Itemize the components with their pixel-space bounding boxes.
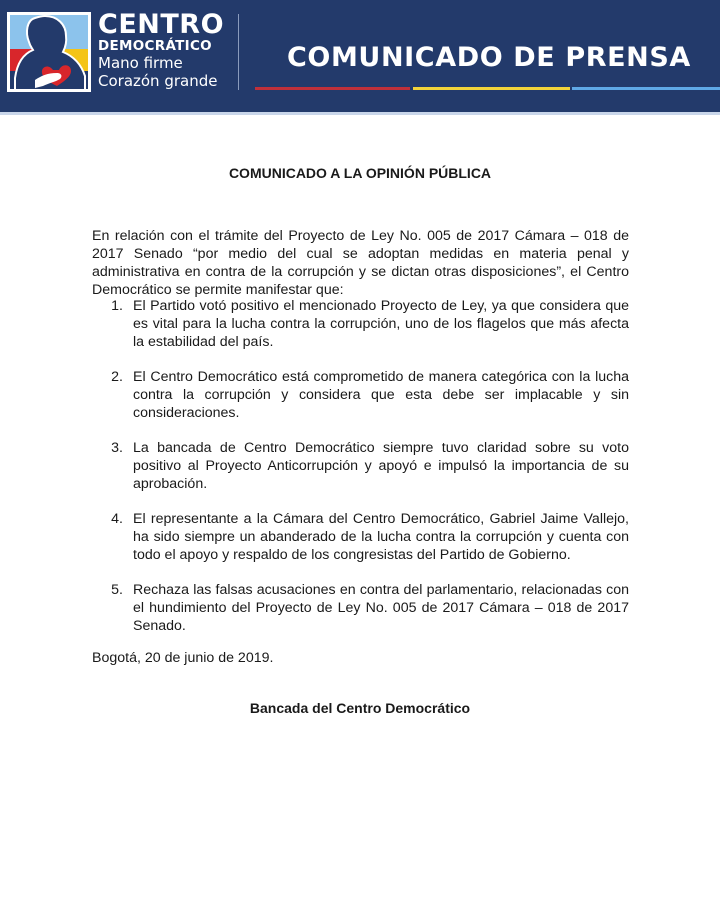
slogan-line-2: Corazón grande: [98, 72, 218, 90]
brand-block: [98, 9, 225, 90]
list-item-text: Rechaza las falsas acusaciones en contra del parlamentario, relacionadas con el hundimiento del Proyecto de Ley No. 005 de 2017 Cámara – 018 de 2017 Senado.: [133, 582, 629, 634]
list-item-text: El Centro Democrático está comprometido de manera categórica con la lucha contra la corrupción y considera que esta debe ser implacable y sin consideraciones.: [133, 369, 629, 421]
brand-name: CENTRO: [98, 9, 225, 40]
header-divider: [238, 14, 239, 90]
document-title: COMUNICADO A LA OPINIÓN PÚBLICA: [228, 165, 492, 181]
list-item-number: 2.: [111, 369, 123, 385]
list-item-text: El Partido votó positivo el mencionado Proyecto de Ley, ya que considera que es vital para la lucha contra la corrupción, uno de los flagelos que más afecta la estabilidad del país.: [133, 298, 629, 350]
list-item: [92, 510, 629, 564]
list-item-number: 4.: [111, 511, 123, 527]
stripe-yellow: [413, 87, 570, 90]
slogan-line-1: Mano firme: [98, 54, 183, 72]
intro-paragraph: En relación con el trámite del Proyecto de Ley No. 005 de 2017 Cámara – 018 de 2017 Senado “por medio del cual se adoptan medidas en materia penal y administrativa en contra de la corrupción y se dictan otras disposiciones”, el Centro Democrático se permite manifestar que:: [92, 228, 629, 299]
stripe-blue: [572, 87, 720, 90]
brand-subtitle: DEMOCRÁTICO: [98, 38, 212, 54]
press-release-title: COMUNICADO DE PRENSA: [287, 42, 691, 73]
stripe-red: [255, 87, 410, 90]
party-logo-icon: [5, 10, 93, 94]
signature: Bancada del Centro Democrático: [249, 700, 471, 716]
list-item-number: 5.: [111, 582, 123, 598]
list-item-text: El representante a la Cámara del Centro Democrático, Gabriel Jaime Vallejo, ha sido siempre un abanderado de la lucha contra la corrupción y cuenta con todo el apoyo y respaldo de los congresistas del Partido de Gobierno.: [133, 511, 629, 563]
list-item: [92, 297, 629, 351]
list-item-number: 3.: [111, 440, 123, 456]
list-item: [92, 439, 629, 493]
list-item-number: 1.: [111, 298, 123, 314]
statement-list: [92, 297, 629, 652]
press-header: [0, 0, 720, 112]
list-item-text: La bancada de Centro Democrático siempre tuvo claridad sobre su voto positivo al Proyecto Anticorrupción y apoyó e impulsó la importancia de su aprobación.: [133, 440, 629, 492]
list-item: [92, 368, 629, 422]
list-item: [92, 581, 629, 635]
date-line: Bogotá, 20 de junio de 2019.: [92, 650, 274, 666]
header-bottom-edge: [0, 112, 720, 115]
